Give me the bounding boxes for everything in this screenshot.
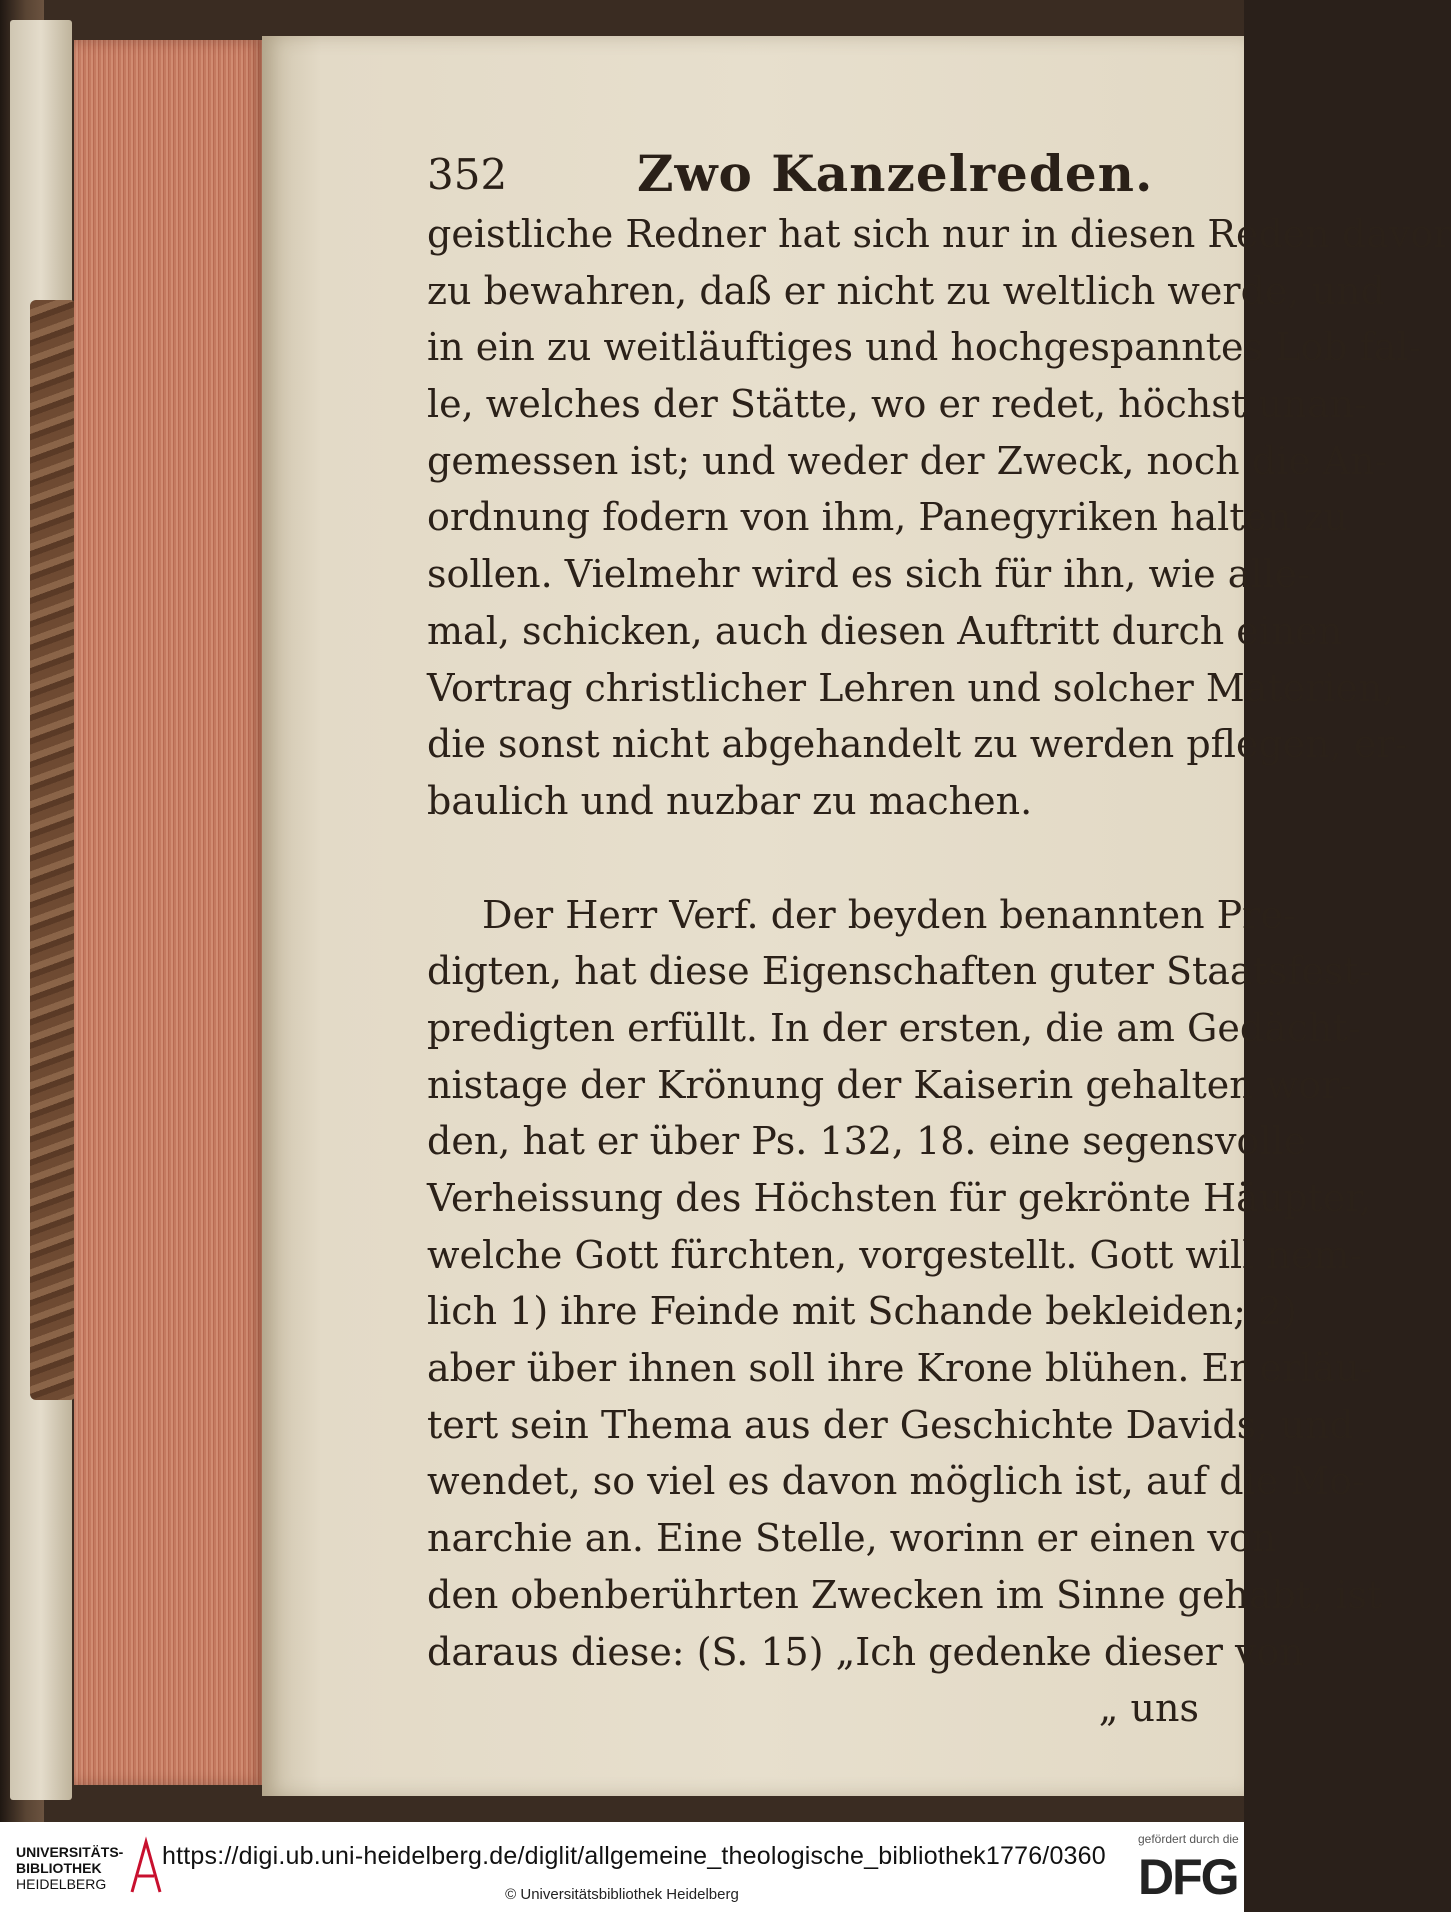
text-line: welche Gott fürchten, vorgestellt. Gott will nem- (427, 1232, 1363, 1277)
text-line: baulich und nuzbar zu machen. (427, 778, 1033, 823)
paragraph-gap (427, 830, 1199, 887)
text-line: geistliche Redner hat sich nur in diesen Reden davor (427, 212, 1451, 256)
text-line: lich 1) ihre Feinde mit Schande bekleiden; 2) (427, 1289, 1298, 1334)
text-line: digten, hat diese Eigenschaften guter Staatsfest- (427, 949, 1372, 994)
book-page (262, 36, 1451, 1796)
library-logo-line: BIBLIOTHEK (16, 1860, 102, 1876)
text-line: die sonst nicht abgehandelt zu werden pflegen, er- (427, 722, 1408, 767)
text-line: predigten erfüllt. In der ersten, die am Gedächt- (427, 1005, 1361, 1050)
marbled-cover (30, 300, 76, 1400)
text-line: nistage der Krönung der Kaiserin gehalten wor- (427, 1062, 1353, 1107)
funder-label: gefördert durch die (1138, 1832, 1239, 1846)
catchword: „ uns (1098, 1686, 1199, 1731)
text-line: sollen. Vielmehr wird es sich für ihn, wie alle- (427, 552, 1310, 597)
viewer-footer (0, 1822, 1244, 1912)
text-line: tert sein Thema aus der Geschichte Davids, und (427, 1402, 1354, 1447)
text-line: Verheissung des Höchsten für gekrönte Häupter, (427, 1176, 1372, 1220)
copyright-notice: © Universitätsbibliothek Heidelberg (505, 1886, 739, 1903)
text-line: gemessen ist; und weder der Zweck, noch die An- (427, 438, 1388, 483)
library-logo[interactable] (16, 1844, 124, 1892)
permalink-url[interactable]: https://digi.ub.uni-heidelberg.de/diglit/allgemeine_theologische_bibliothek1776/0360 (162, 1842, 1106, 1870)
text-line: zu bewahren, daß er nicht zu weltlich werde, und (427, 268, 1385, 313)
text-line: wendet, so viel es davon möglich ist, auf die Mo- (427, 1459, 1365, 1504)
page-number: 352 (427, 150, 508, 199)
red-fore-edge (74, 40, 266, 1785)
text-line: le, welches der Stätte, wo er redet, höchst unan- (427, 382, 1367, 427)
body-text (427, 206, 1451, 1737)
text-line: den obenberührten Zwecken im Sinne gehabt, ist (427, 1572, 1383, 1617)
text-line: daraus diese: (S. 15) „Ich gedenke dieser von (427, 1629, 1304, 1674)
text-line: den, hat er über Ps. 132, 18. eine segensvolle (427, 1119, 1307, 1164)
text-line: mal, schicken, auch diesen Auftritt durch einen (427, 608, 1343, 653)
text-line: Der Herr Verf. der beyden benannten Pre- (482, 892, 1296, 937)
text-line: narchie an. Eine Stelle, worinn er einen von (427, 1516, 1277, 1561)
text-line: aber über ihnen soll ihre Krone blühen. Er erläu- (427, 1346, 1373, 1391)
running-title: Zwo Kanzelreden. (637, 144, 1154, 203)
text-line: ordnung fodern von ihm, Panegyriken halten zu (427, 495, 1349, 540)
dfg-logo[interactable]: DFG (1138, 1849, 1238, 1905)
text-line: Vortrag christlicher Lehren und solcher Materien, (427, 665, 1395, 710)
text-line: in ein zu weitläuftiges und hochgespanntes Lob fal- (427, 325, 1422, 370)
library-logo-line: HEIDELBERG (16, 1876, 107, 1892)
library-logo-line: UNIVERSITÄTS- (16, 1844, 124, 1860)
